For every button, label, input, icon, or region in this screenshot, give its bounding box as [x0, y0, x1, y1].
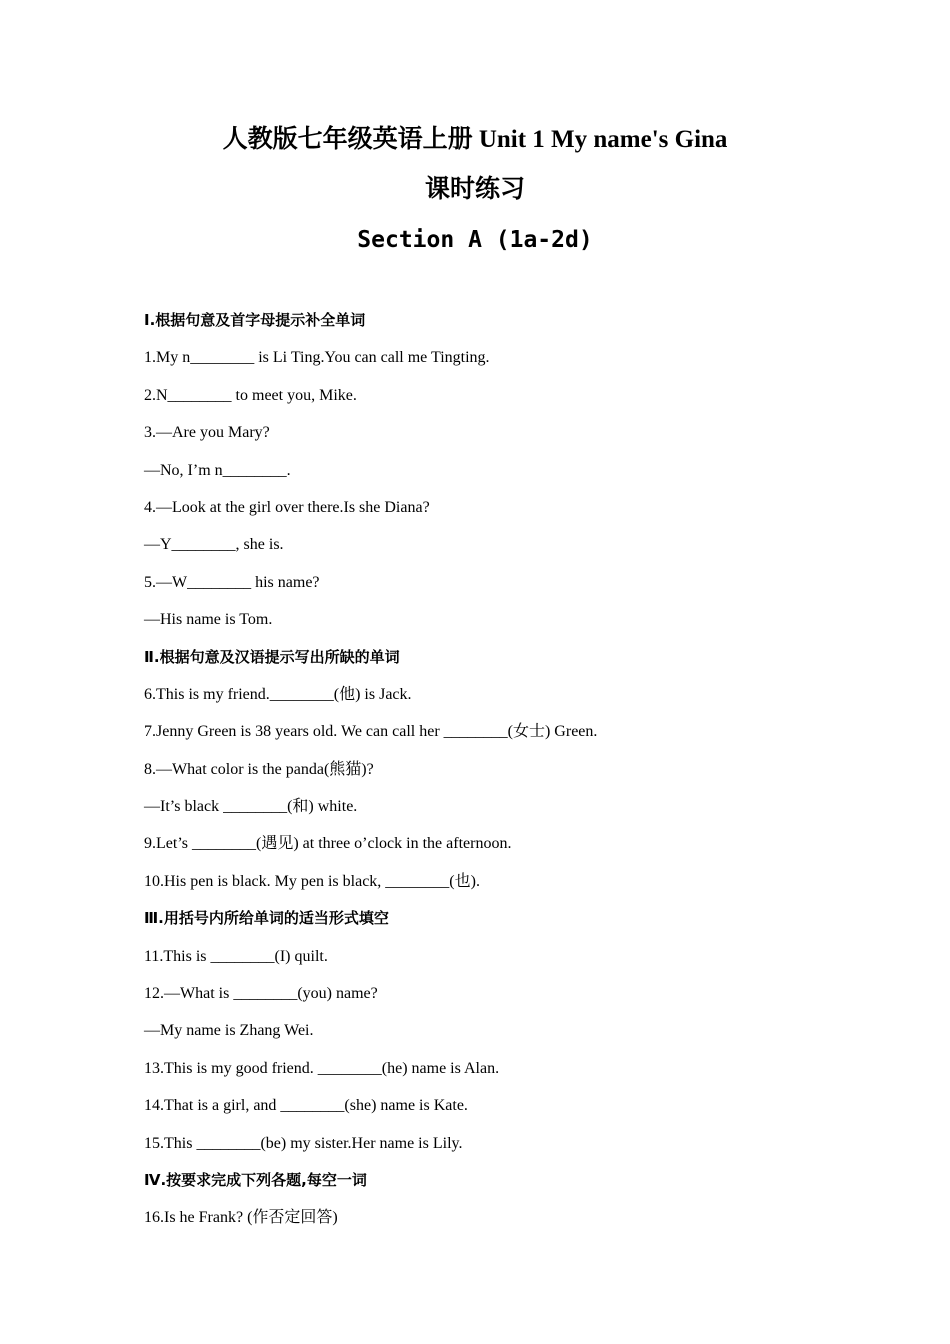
- exercise-line: 9.Let’s ________(遇见) at three o’clock in the afternoon.: [144, 835, 512, 853]
- exercise-line: 6.This is my friend.________(他) is Jack.: [144, 685, 412, 703]
- exercise-line: —His name is Tom.: [144, 611, 273, 629]
- exercise-line: 16.Is he Frank? (作否定回答): [144, 1209, 338, 1227]
- section-title: Section A (1a-2d): [357, 227, 593, 253]
- exercise-line: 12.—What is ________(you) name?: [144, 985, 378, 1003]
- exercise-line: —No, I’m n________.: [144, 461, 291, 479]
- exercise-line: 2.N________ to meet you, Mike.: [144, 386, 357, 404]
- exercise-line: 15.This ________(be) my sister.Her name is Lily.: [144, 1134, 463, 1152]
- exercise-line: —My name is Zhang Wei.: [144, 1022, 314, 1040]
- exercise-content: [144, 302, 864, 1237]
- section-heading: Ⅱ.根据句意及汉语提示写出所缺的单词: [144, 647, 400, 666]
- exercise-line: 5.—W________ his name?: [144, 573, 320, 591]
- exercise-line: 8.—What color is the panda(熊猫)?: [144, 760, 374, 778]
- exercise-line: 4.—Look at the girl over there.Is she Diana?: [144, 498, 430, 516]
- document-title: 人教版七年级英语上册 Unit 1 My name's Gina: [222, 126, 728, 153]
- exercise-line: —It’s black ________(和) white.: [144, 798, 358, 816]
- exercise-line: 7.Jenny Green is 38 years old. We can call her ________(女士) Green.: [144, 723, 598, 741]
- exercise-line: 1.My n________ is Li Ting.You can call me Tingting.: [144, 349, 490, 367]
- exercise-line: —Y________, she is.: [144, 536, 284, 554]
- exercise-line: 14.That is a girl, and ________(she) name is Kate.: [144, 1097, 468, 1115]
- exercise-line: 10.His pen is black. My pen is black, ________(也).: [144, 872, 480, 890]
- exercise-line: 11.This is ________(I) quilt.: [144, 947, 328, 965]
- exercise-line: 13.This is my good friend. ________(he) name is Alan.: [144, 1059, 500, 1077]
- document-subtitle: 课时练习: [424, 176, 525, 203]
- section-heading: Ⅲ.用括号内所给单词的适当形式填空: [144, 909, 389, 928]
- section-heading: Ⅰ.根据句意及首字母提示补全单词: [144, 311, 366, 329]
- exercise-line: 3.—Are you Mary?: [144, 424, 270, 442]
- section-heading: Ⅳ.按要求完成下列各题,每空一词: [144, 1170, 367, 1189]
